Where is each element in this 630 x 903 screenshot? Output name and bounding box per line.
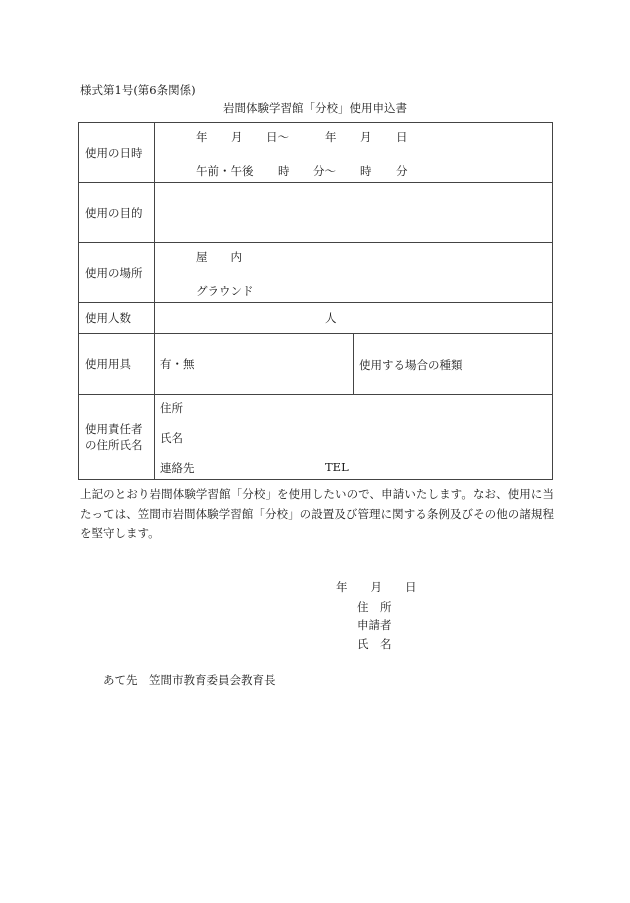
equipment-choice-cell[interactable] [155, 334, 354, 395]
date-cell[interactable] [155, 123, 553, 183]
responsible-label-line1: 使用責任者 [85, 422, 143, 436]
purpose-cell[interactable] [155, 183, 553, 243]
time-end-hour: 時 [360, 164, 372, 178]
form-number: 様式第1号(第6条関係) [80, 83, 196, 97]
date-start-day: 日～ [266, 130, 289, 144]
date-label: 使用の日時 [79, 123, 155, 183]
tel-label: TEL [325, 460, 349, 474]
date-end-year: 年 [325, 130, 337, 144]
time-start-minute: 分～ [313, 164, 336, 178]
place-indoor: 屋 内 [196, 250, 242, 264]
place-label: 使用の場所 [79, 243, 155, 303]
responsible-label [79, 395, 155, 480]
signature-name-label: 氏 名 [357, 637, 392, 651]
people-label: 使用人数 [79, 303, 155, 334]
time-start-hour: 時 [278, 164, 290, 178]
contact-label: 連絡先 [160, 461, 195, 475]
row-date [79, 123, 553, 183]
time-end-minute: 分 [396, 164, 408, 178]
responsible-label-line2: の住所氏名 [85, 438, 143, 452]
date-end-month: 月 [360, 130, 372, 144]
row-equipment [79, 334, 553, 395]
document-title: 岩間体験学習館「分校」使用申込書 [223, 101, 407, 115]
people-unit: 人 [325, 311, 337, 325]
address-label: 住所 [160, 401, 183, 415]
row-people [79, 303, 553, 334]
equipment-type-cell[interactable] [354, 334, 553, 395]
people-cell[interactable] [155, 303, 553, 334]
equipment-label: 使用用具 [79, 334, 155, 395]
date-end-day: 日 [396, 130, 408, 144]
row-purpose [79, 183, 553, 243]
equipment-type-label: 使用する場合の種類 [359, 358, 463, 372]
addressee: あて先 笠間市教育委員会教育長 [103, 673, 276, 687]
place-cell[interactable] [155, 243, 553, 303]
row-place [79, 243, 553, 303]
signature-date: 年 月 日 [336, 580, 417, 594]
responsible-cell[interactable] [155, 395, 553, 480]
declaration-statement: 上記のとおり岩間体験学習館「分校」を使用したいので、申請いたします。なお、使用に当たっては、笠間市岩間体験学習館「分校」の設置及び管理に関する条例及びその他の諸規程を堅守します。 [80, 487, 554, 540]
equipment-choice: 有・無 [160, 357, 195, 371]
date-start-year: 年 [196, 130, 208, 144]
place-ground: グラウンド [196, 284, 254, 298]
name-label: 氏名 [160, 431, 183, 445]
signature-address-label: 住 所 [357, 600, 392, 614]
date-start-month: 月 [231, 130, 243, 144]
purpose-label: 使用の目的 [79, 183, 155, 243]
signature-applicant-label: 申請者 [357, 618, 392, 632]
am-pm-choice: 午前・午後 [196, 164, 254, 178]
row-responsible [79, 395, 553, 480]
application-form-table [78, 122, 553, 480]
